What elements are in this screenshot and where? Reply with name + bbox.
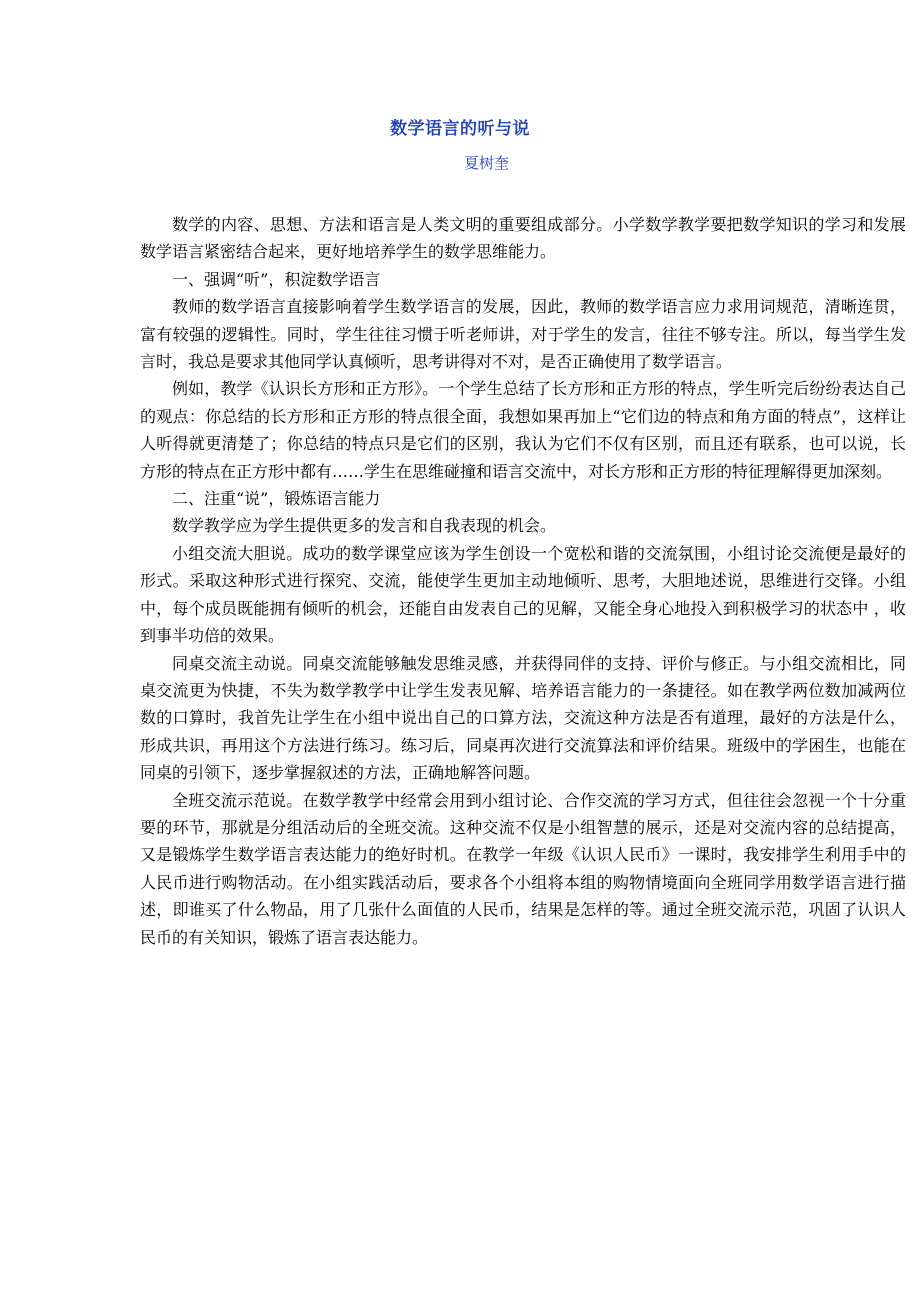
document-body (140, 211, 906, 951)
author-name: 夏树奎 (464, 154, 510, 172)
paragraph-example-rectangle: 例如，教学《认识长方形和正方形》。一个学生总结了长方形和正方形的特点，学生听完后纷纷表达自己的观点：你总结的长方形和正方形的特点很全面，我想如果再加上“它们边的特点和角方面的特点”，这样让人听得就更清楚了；你总结的特点只是它们的区别，我认为它们不仅有区别，而且还有联系，也可以说，长方形的特点在正方形中都有……学生在思维碰撞和语言交流中，对长方形和正方形的特征理解得更加深刻。 (140, 379, 906, 481)
paragraph-deskmate-discussion: 同桌交流主动说。同桌交流能够触发思维灵感，并获得同伴的支持、评价与修正。与小组交流相比，同桌交流更为快捷，不失为数学教学中让学生发表见解、培养语言能力的一条捷径。如在教学两位数加减两位数的口算时，我首先让学生在小组中说出自己的口算方法，交流这种方法是否有道理，最好的方法是什么，形成共识，再用这个方法进行练习。练习后，同桌再次进行交流算法和评价结果。班级中的学困生，也能在同桌的引领下，逐步掌握叙述的方法，正确地解答问题。 (140, 653, 906, 783)
paragraph-class-discussion: 全班交流示范说。在数学教学中经常会用到小组讨论、合作交流的学习方式，但往往会忽视一个十分重要的环节，那就是分组活动后的全班交流。这种交流不仅是小组智慧的展示，还是对交流内容的总结提高，又是锻炼学生数学语言表达能力的绝好时机。在教学一年级《认识人民币》一课时，我安排学生利用手中的人民币进行购物活动。在小组实践活动后，要求各个小组将本组的购物情境面向全班同学用数学语言进行描述，即谁买了什么物品，用了几张什么面值的人民币，结果是怎样的等。通过全班交流示范，巩固了认识人民币的有关知识，锻炼了语言表达能力。 (140, 790, 906, 947)
paragraph-intro: 数学的内容、思想、方法和语言是人类文明的重要组成部分。小学数学教学要把数学知识的学习和发展数学语言紧密结合起来，更好地培养学生的数学思维能力。 (140, 215, 906, 262)
section-heading-listen: 一、强调“听”，积淀数学语言 (172, 269, 381, 289)
paragraph-group-discussion: 小组交流大胆说。成功的数学课堂应该为学生创设一个宽松和谐的交流氛围，小组讨论交流便是最好的形式。采取这种形式进行探究、交流，能使学生更加主动地倾听、思考，大胆地述说，思维进行交锋。小组中，每个成员既能拥有倾听的机会，还能自由发表自己的见解，又能全身心地投入到积极学习的状态中 ，收到事半功倍的效果。 (140, 543, 906, 646)
paragraph-speaking-opportunity: 数学教学应为学生提供更多的发言和自我表现的机会。 (172, 516, 557, 536)
document-title: 数学语言的听与说 (390, 119, 530, 139)
section-heading-speak: 二、注重“说”，锻炼语言能力 (172, 489, 381, 509)
paragraph-teacher-language: 教师的数学语言直接影响着学生数学语言的发展，因此，教师的数学语言应力求用词规范，清晰连贯，富有较强的逻辑性。同时，学生往往习惯于听老师讲，对于学生的发言，往往不够专注。所以，每当学生发言时，我总是要求其他同学认真倾听，思考讲得对不对，是否正确使用了数学语言。 (140, 297, 906, 372)
